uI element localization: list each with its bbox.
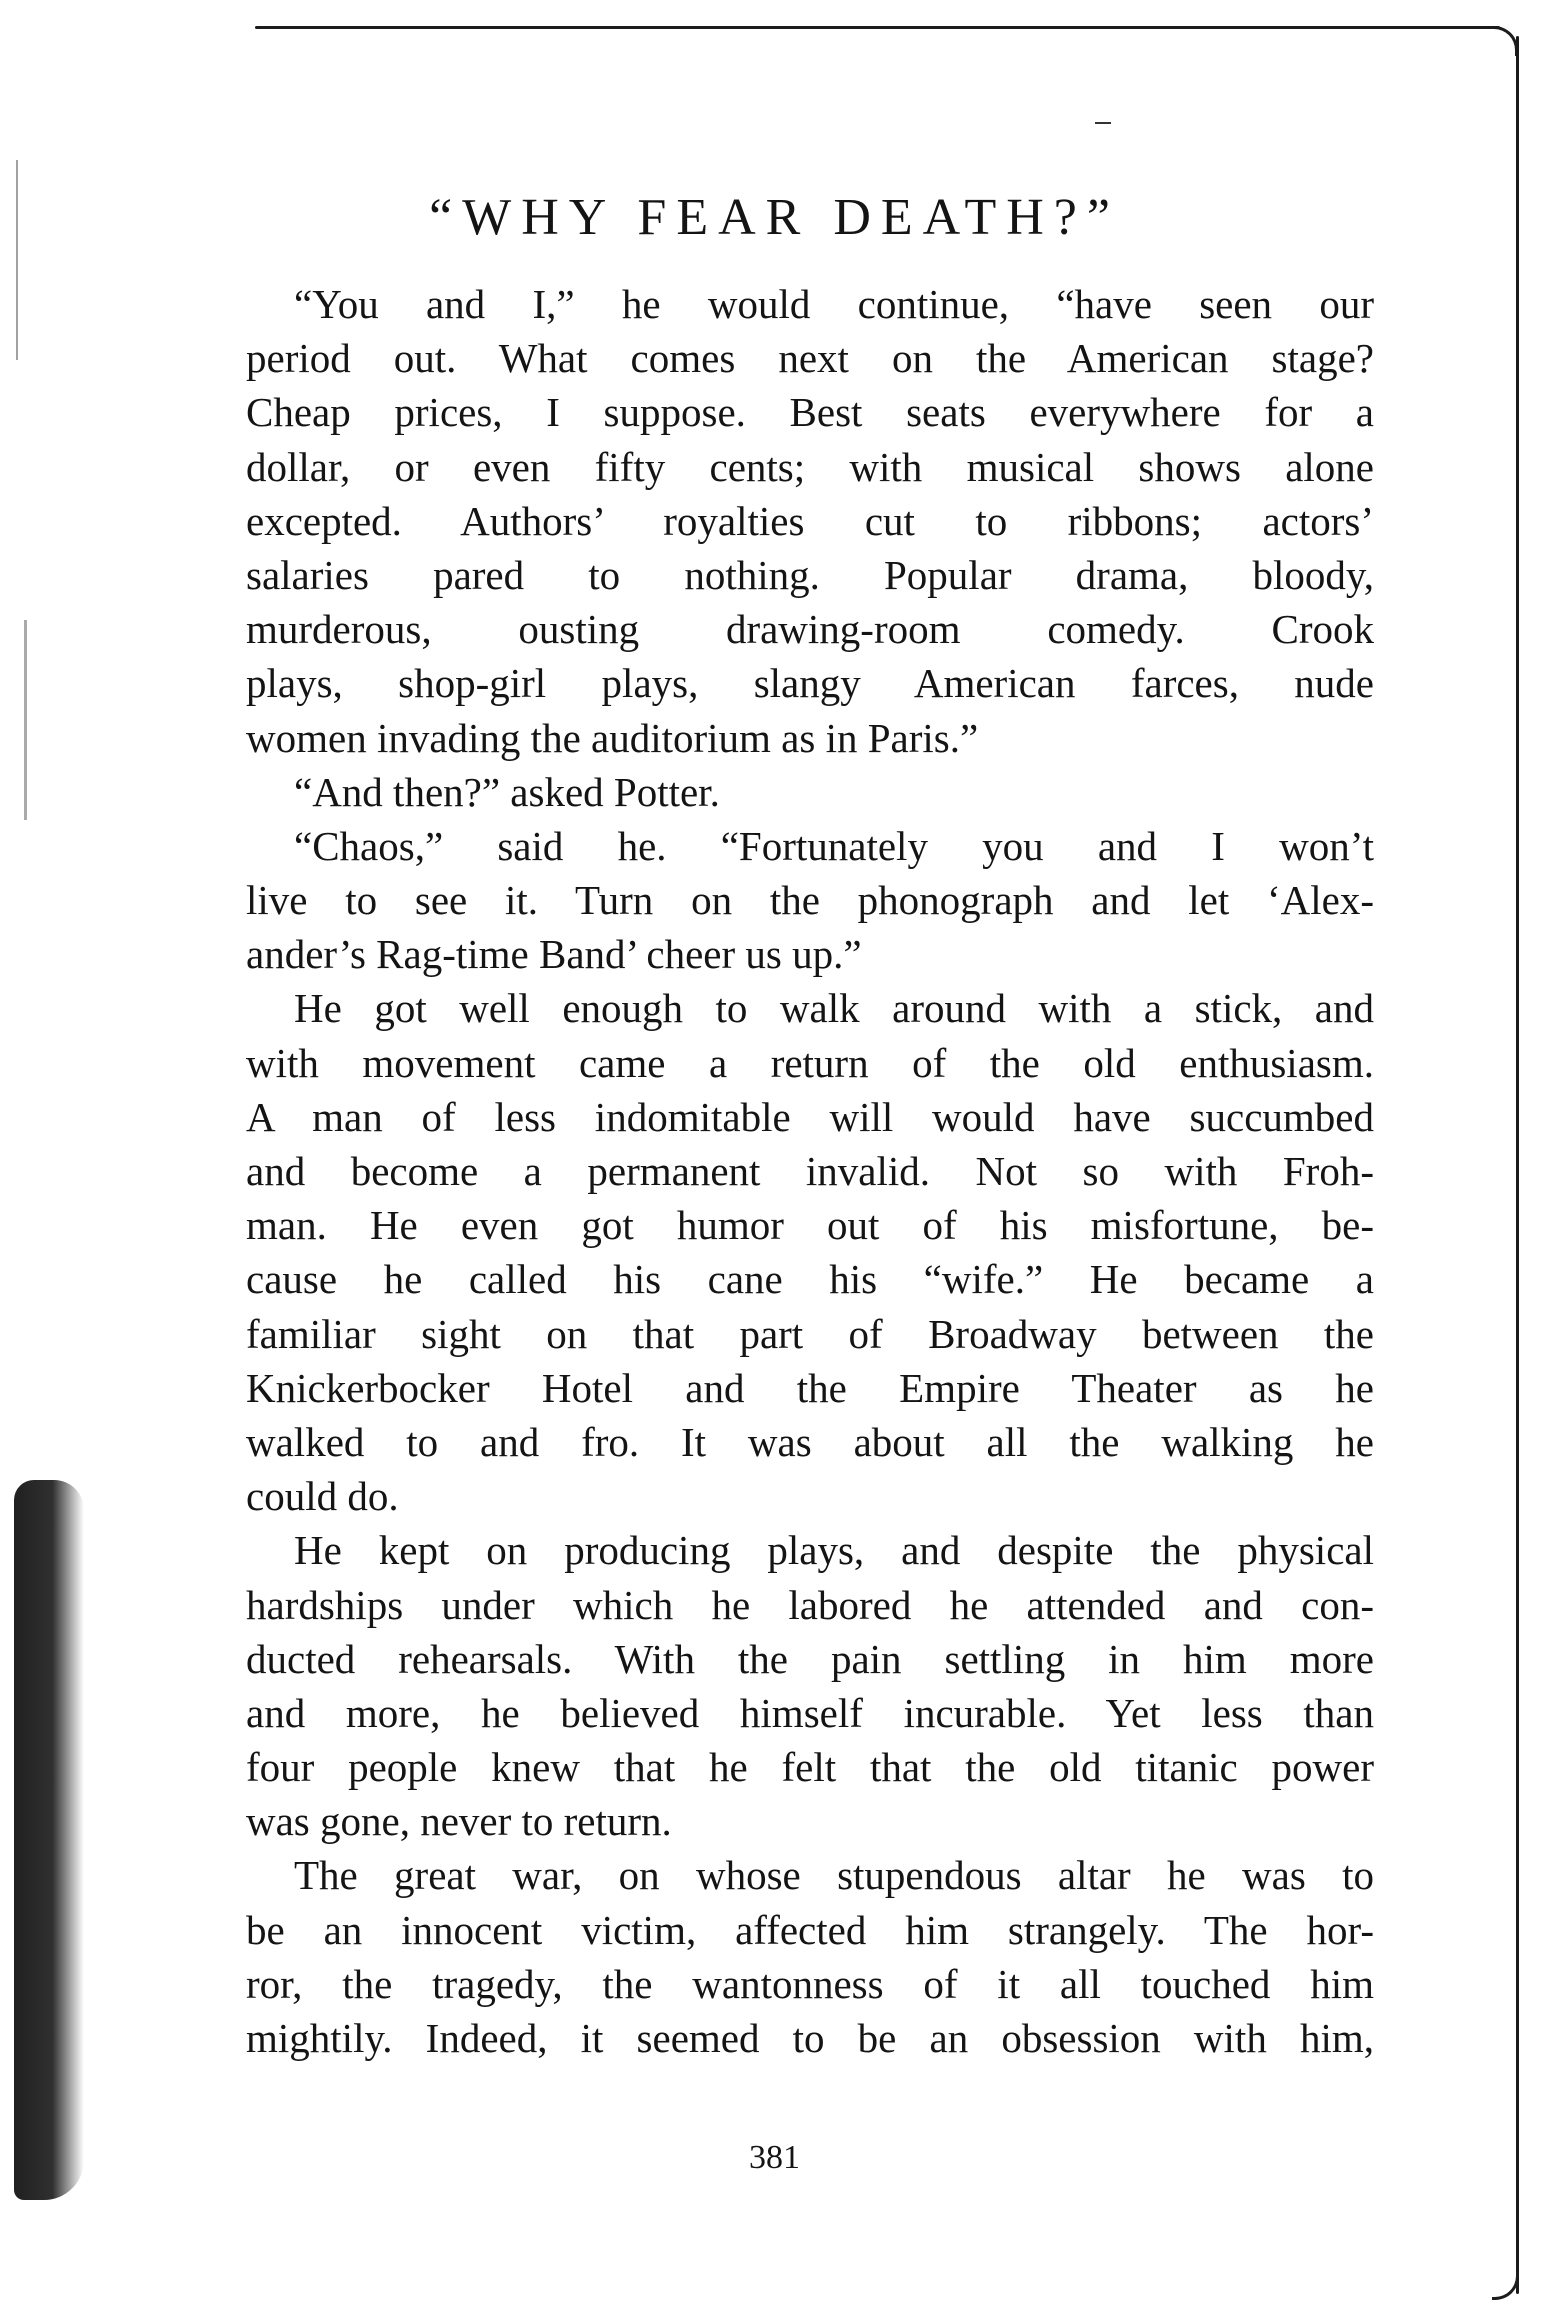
text-line: with movement came a return of the old enthusiasm. [246, 1039, 1374, 1086]
text-line: cause he called his cane his “wife.” He became a [246, 1256, 1374, 1303]
text-line: was gone, never to return. [246, 1798, 672, 1845]
text-line: The great war, on whose stupendous altar he was to [294, 1852, 1374, 1899]
text-line: and become a permanent invalid. Not so with Froh- [246, 1148, 1374, 1194]
text-line: “Chaos,” said he. “Fortunately you and I won’t [294, 822, 1374, 869]
text-line: and more, he believed himself incurable. Yet less than [246, 1689, 1374, 1736]
text-line: walked to and fro. It was about all the walking he [246, 1418, 1374, 1465]
text-line: be an innocent victim, affected him strangely. The hor- [246, 1906, 1374, 1953]
text-line: He got well enough to walk around with a stick, and [294, 985, 1374, 1032]
text-line: women invading the auditorium as in Paris.” [246, 714, 979, 761]
bottom-right-corner-line [1492, 2272, 1519, 2300]
text-line: ducted rehearsals. With the pain settling in him more [246, 1635, 1374, 1682]
page-number: 381 [749, 2139, 800, 2176]
text-line: man. He even got humor out of his misfortune, be- [246, 1202, 1374, 1249]
text-line: “And then?” asked Potter. [294, 768, 720, 815]
scan-edge-specks [10, 140, 50, 860]
text-line: four people knew that he felt that the old titanic power [246, 1744, 1374, 1791]
running-head-title: “WHY FEAR DEATH?” [429, 189, 1120, 246]
text-line: ander’s Rag-time Band’ cheer us up.” [246, 931, 862, 978]
text-line: Knickerbocker Hotel and the Empire Theater as he [246, 1364, 1374, 1411]
body-text [246, 277, 1374, 2065]
scan-mark [1095, 122, 1111, 124]
text-line: salaries pared to nothing. Popular drama, bloody, [246, 551, 1374, 598]
right-border-line [1516, 36, 1519, 2294]
text-line: murderous, ousting drawing-room comedy. Crook [246, 606, 1374, 653]
text-line: live to see it. Turn on the phonograph and let ‘Alex- [246, 877, 1374, 924]
scan-binding-shadow [14, 1480, 84, 2200]
text-line: Cheap prices, I suppose. Best seats everywhere for a [246, 389, 1374, 436]
text-line: A man of less indomitable will would have succumbed [246, 1093, 1374, 1140]
top-right-corner-line [1488, 26, 1518, 56]
text-line: “You and I,” he would continue, “have seen our [294, 281, 1374, 327]
text-line: hardships under which he labored he attended and con- [246, 1581, 1374, 1628]
text-line: excepted. Authors’ royalties cut to ribbons; actors’ [246, 497, 1374, 544]
text-line: familiar sight on that part of Broadway between the [246, 1310, 1374, 1357]
text-line: dollar, or even fifty cents; with musical shows alone [246, 443, 1374, 490]
text-line: period out. What comes next on the American stage? [246, 335, 1374, 382]
top-border-line [255, 26, 1500, 29]
text-line: mightily. Indeed, it seemed to be an obsession with him, [246, 2015, 1374, 2061]
text-line: ror, the tragedy, the wantonness of it all touched him [246, 1960, 1374, 2007]
text-line: He kept on producing plays, and despite the physical [294, 1527, 1374, 1574]
text-line: could do. [246, 1473, 399, 1520]
text-line: plays, shop-girl plays, slangy American farces, nude [246, 660, 1374, 707]
